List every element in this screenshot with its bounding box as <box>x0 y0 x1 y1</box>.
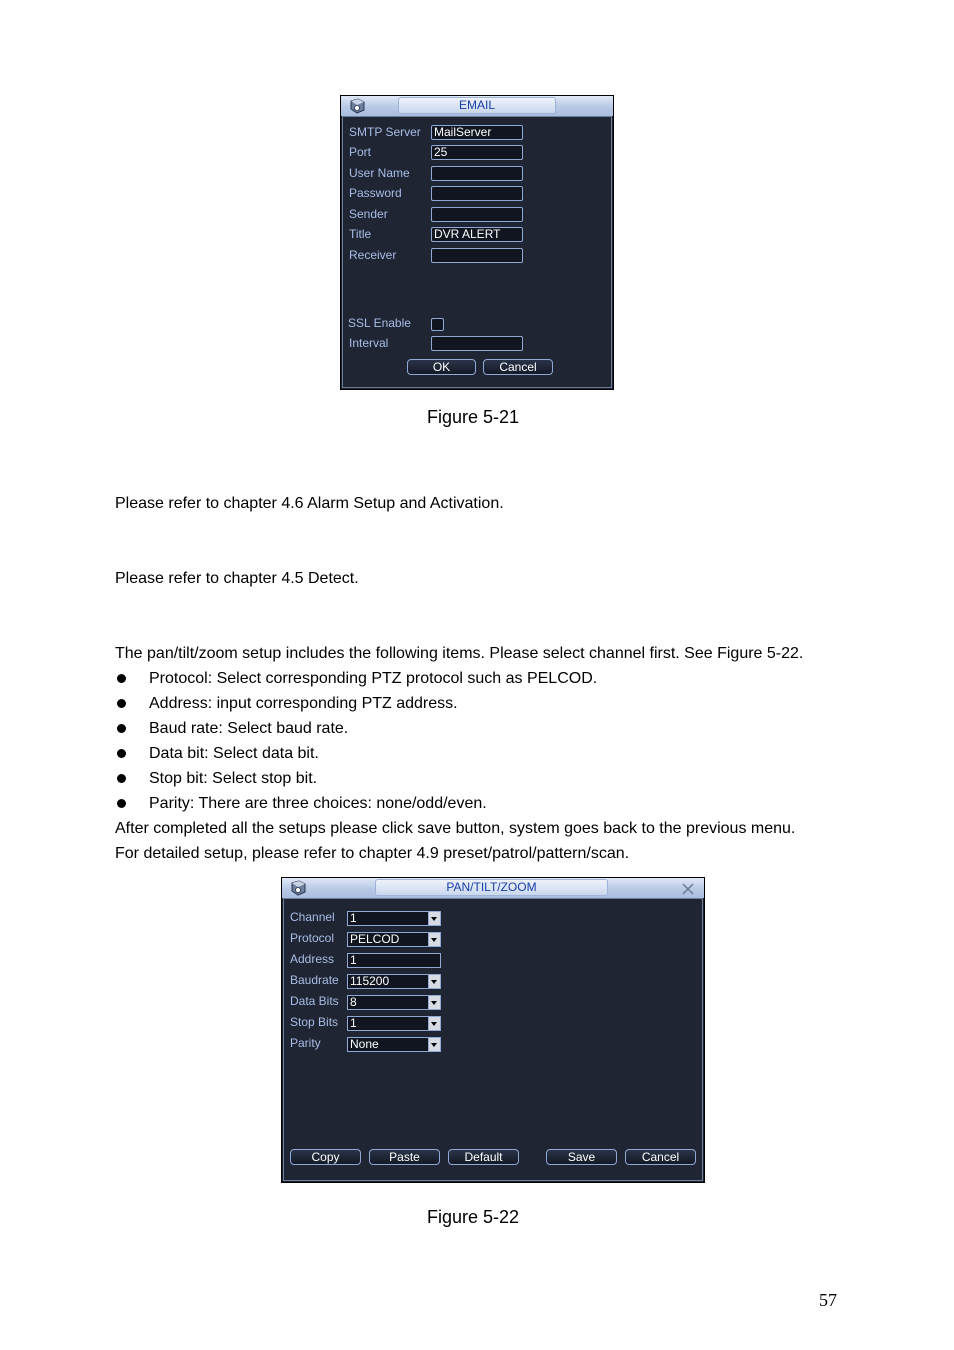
alarm-paragraph: Please refer to chapter 4.6 Alarm Setup and Activation. <box>115 495 504 512</box>
interval-label: Interval <box>349 336 389 350</box>
address-label: Address <box>290 952 335 966</box>
smtp-server-field[interactable]: MailServer <box>431 125 523 140</box>
email-title: EMAIL <box>398 97 556 114</box>
title-label: Title <box>349 227 372 241</box>
ptz-dialog <box>281 877 705 1183</box>
email-title-bar <box>341 96 613 116</box>
data-bits-label: Data Bits <box>290 994 339 1008</box>
app-logo-icon <box>290 880 308 896</box>
bullet-dot <box>117 799 126 808</box>
protocol-label: Protocol <box>290 931 335 945</box>
ptz-intro-paragraph: The pan/tilt/zoom setup includes the following items. Please select channel first. See Figure 5-22. <box>115 645 804 662</box>
parity-label: Parity <box>290 1036 321 1050</box>
bullet-dot <box>117 724 126 733</box>
baudrate-select[interactable] <box>347 974 441 989</box>
password-label: Password <box>349 186 402 200</box>
copy-button[interactable]: Copy <box>290 1149 361 1165</box>
sender-label: Sender <box>349 207 388 221</box>
chevron-down-icon[interactable] <box>428 1038 440 1051</box>
protocol-select[interactable] <box>347 932 441 947</box>
chevron-down-icon[interactable] <box>428 1017 440 1030</box>
channel-value: 1 <box>350 911 357 925</box>
channel-label: Channel <box>290 910 335 924</box>
interval-field[interactable] <box>431 336 523 351</box>
chevron-down-icon[interactable] <box>428 975 440 988</box>
stop-bits-value: 1 <box>350 1016 357 1030</box>
close-icon[interactable] <box>682 882 694 894</box>
bullet-dot <box>117 749 126 758</box>
chevron-down-icon[interactable] <box>428 996 440 1009</box>
title-field[interactable]: DVR ALERT <box>431 227 523 242</box>
user-name-label: User Name <box>349 166 410 180</box>
save-button[interactable]: Save <box>546 1149 617 1165</box>
ptz-title-bar <box>282 878 704 898</box>
bullet-item: Protocol: Select corresponding PTZ protocol such as PELCOD. <box>149 670 598 687</box>
sender-field[interactable] <box>431 207 523 222</box>
chevron-down-icon[interactable] <box>428 933 440 946</box>
default-button[interactable]: Default <box>448 1149 519 1165</box>
detail-paragraph: For detailed setup, please refer to chapter 4.9 preset/patrol/pattern/scan. <box>115 845 630 862</box>
bullet-item: Parity: There are three choices: none/odd/even. <box>149 795 487 812</box>
stop-bits-select[interactable] <box>347 1016 441 1031</box>
page-number: 57 <box>819 1290 837 1310</box>
ptz-body <box>283 898 703 1181</box>
chevron-down-icon[interactable] <box>428 912 440 925</box>
figure-5-21-caption: Figure 5-21 <box>427 407 520 427</box>
paste-button[interactable]: Paste <box>369 1149 440 1165</box>
cancel-button[interactable]: Cancel <box>625 1149 696 1165</box>
ssl-enable-checkbox[interactable] <box>431 318 444 331</box>
user-name-field[interactable] <box>431 166 523 181</box>
data-bits-select[interactable] <box>347 995 441 1010</box>
smtp-server-label: SMTP Server <box>349 125 421 139</box>
app-logo-icon <box>349 98 367 114</box>
bullet-dot <box>117 774 126 783</box>
parity-select[interactable] <box>347 1037 441 1052</box>
stop-bits-label: Stop Bits <box>290 1015 339 1029</box>
receiver-label: Receiver <box>349 248 397 262</box>
detect-paragraph: Please refer to chapter 4.5 Detect. <box>115 570 359 587</box>
bullet-dot <box>117 699 126 708</box>
address-field[interactable] <box>347 953 441 968</box>
bullet-item: Address: input corresponding PTZ address. <box>149 695 458 712</box>
email-dialog <box>340 95 614 390</box>
ssl-enable-label: SSL Enable <box>348 316 411 330</box>
ptz-title: PAN/TILT/ZOOM <box>375 879 608 896</box>
receiver-field[interactable] <box>431 248 523 263</box>
baudrate-value: 115200 <box>350 974 390 988</box>
port-field[interactable]: 25 <box>431 145 523 160</box>
address-value: 1 <box>350 953 357 967</box>
bullet-item: Stop bit: Select stop bit. <box>149 770 318 787</box>
parity-value: None <box>350 1037 379 1051</box>
ok-button[interactable]: OK <box>407 359 476 375</box>
bullet-dot <box>117 674 126 683</box>
password-field[interactable] <box>431 186 523 201</box>
cancel-button[interactable]: Cancel <box>483 359 553 375</box>
after-setup-paragraph: After completed all the setups please click save button, system goes back to the previous menu. <box>115 820 796 837</box>
port-label: Port <box>349 145 372 159</box>
channel-select[interactable] <box>347 911 441 926</box>
data-bits-value: 8 <box>350 995 357 1009</box>
baudrate-label: Baudrate <box>290 973 339 987</box>
figure-5-22-caption: Figure 5-22 <box>427 1207 520 1227</box>
bullet-item: Baud rate: Select baud rate. <box>149 720 349 737</box>
protocol-value: PELCOD <box>350 932 400 946</box>
bullet-item: Data bit: Select data bit. <box>149 745 319 762</box>
